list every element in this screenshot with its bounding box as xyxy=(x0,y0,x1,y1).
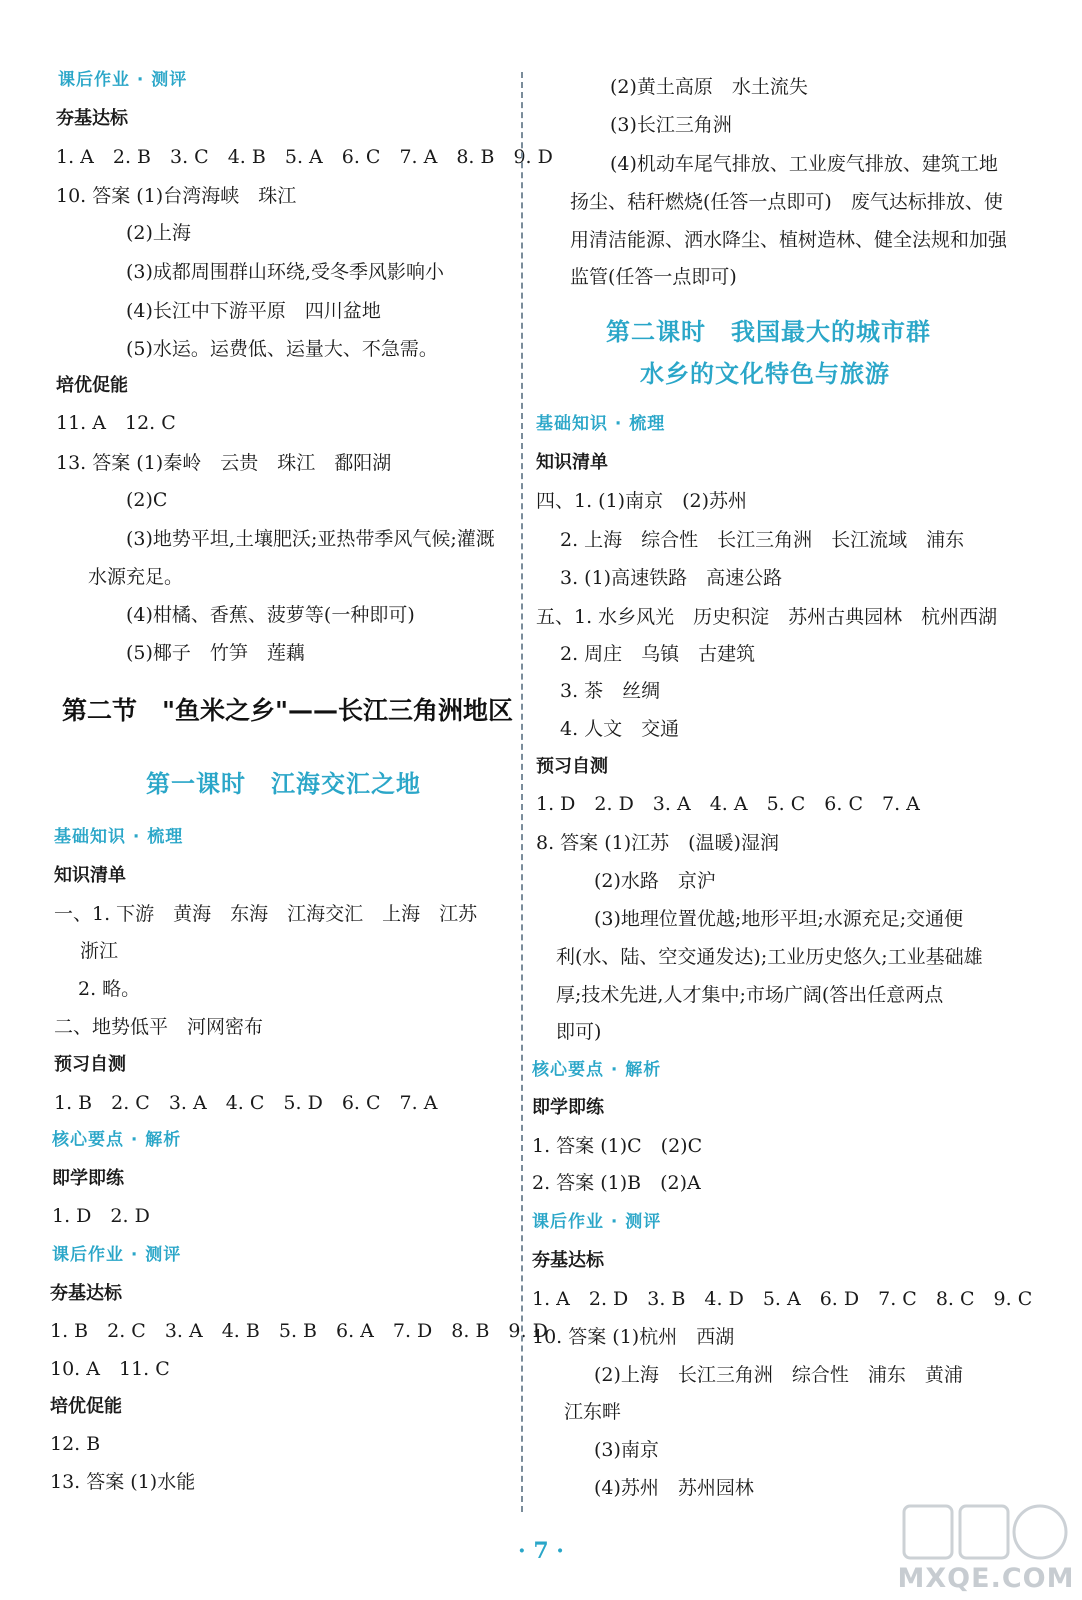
left-sub-19: 知识清单 xyxy=(54,865,126,886)
left-line-3: 10. 答案 (1)台湾海峡 珠江 xyxy=(56,185,297,207)
right-line-4: 用清洁能源、洒水降尘、植树造林、健全法规和加强 xyxy=(570,229,1008,251)
right-line-12: 3. (1)高速铁路 高速公路 xyxy=(560,567,783,589)
right-sub-9: 知识清单 xyxy=(536,452,608,473)
right-line-10: 四、1. (1)南京 (2)苏州 xyxy=(536,490,747,512)
left-line-9: 11. A 12. C xyxy=(56,412,176,434)
page-number: · 7 · xyxy=(518,1538,564,1564)
right-line-16: 4. 人文 交通 xyxy=(560,718,680,740)
left-label-0: 课后作业 · 测评 xyxy=(58,70,188,90)
left-line-7: (5)水运。运费低、运量大、不急需。 xyxy=(126,338,438,360)
watermark-text: MXQE.COM xyxy=(897,1563,1075,1594)
left-line-28: 1. D 2. D xyxy=(52,1205,150,1227)
right-line-20: (2)水路 京沪 xyxy=(594,870,716,892)
right-line-0: (2)黄土高原 水土流失 xyxy=(610,76,808,98)
left-line-10: 13. 答案 (1)秦岭 云贵 珠江 鄱阳湖 xyxy=(56,452,392,474)
right-line-1: (3)长江三角洲 xyxy=(610,114,732,136)
right-line-13: 五、1. 水乡风光 历史积淀 苏州古典园林 杭州西湖 xyxy=(536,606,998,628)
right-line-36: (4)苏州 苏州园林 xyxy=(594,1477,754,1499)
right-line-23: 厚;技术先进,人才集中;市场广阔(答出任意两点 xyxy=(556,984,944,1006)
left-line-4: (2)上海 xyxy=(126,222,191,244)
left-line-34: 12. B xyxy=(50,1433,101,1455)
left-line-20: 一、1. 下游 黄海 东海 江海交汇 上海 江苏 xyxy=(54,903,478,925)
watermark-logo-icon xyxy=(896,1498,1076,1568)
left-line-2: 1. A 2. B 3. C 4. B 5. A 6. C 7. A 8. B 9. D xyxy=(56,146,553,168)
right-label-8: 基础知识 · 梳理 xyxy=(536,414,666,434)
right-line-35: (3)南京 xyxy=(594,1439,659,1461)
left-line-5: (3)成都周围群山环绕,受冬季风影响小 xyxy=(126,261,444,283)
left-sub-30: 夯基达标 xyxy=(50,1283,122,1304)
left-sub-8: 培优促能 xyxy=(56,375,128,396)
right-label-29: 课后作业 · 测评 xyxy=(532,1212,662,1232)
right-label-25: 核心要点 · 解析 xyxy=(532,1060,662,1080)
column-divider xyxy=(521,72,525,1512)
left-label-26: 核心要点 · 解析 xyxy=(52,1130,182,1150)
right-sub-26: 即学即练 xyxy=(532,1097,604,1118)
right-sub-17: 预习自测 xyxy=(536,756,608,777)
left-line-11: (2)C xyxy=(126,489,168,511)
left-line-23: 二、地势低平 河网密布 xyxy=(54,1016,264,1038)
right-line-21: (3)地理位置优越;地形平坦;水源充足;交通便 xyxy=(594,908,964,930)
right-line-33: (2)上海 长江三角洲 综合性 浦东 黄浦 xyxy=(594,1364,963,1386)
left-teal-title-17: 第一课时 江海交汇之地 xyxy=(146,770,421,798)
right-line-2: (4)机动车尾气排放、工业废气排放、建筑工地 xyxy=(610,153,998,175)
left-line-12: (3)地势平坦,土壤肥沃;亚热带季风气候;灌溉 xyxy=(126,528,495,550)
right-line-15: 3. 茶 丝绸 xyxy=(560,680,661,702)
watermark-logo xyxy=(896,1498,1076,1594)
left-sub-1: 夯基达标 xyxy=(56,108,128,129)
left-line-32: 10. A 11. C xyxy=(50,1358,170,1380)
left-line-14: (4)柑橘、香蕉、菠萝等(一种即可) xyxy=(126,604,415,626)
left-sub-27: 即学即练 xyxy=(52,1168,124,1189)
left-sub-33: 培优促能 xyxy=(50,1396,122,1417)
right-line-22: 利(水、陆、空交通发达);工业历史悠久;工业基础雄 xyxy=(556,946,983,968)
right-line-11: 2. 上海 综合性 长江三角洲 长江流域 浦东 xyxy=(560,529,965,551)
right-line-32: 10. 答案 (1)杭州 西湖 xyxy=(532,1326,735,1348)
left-line-6: (4)长江中下游平原 四川盆地 xyxy=(126,300,381,322)
right-line-24: 即可) xyxy=(556,1021,602,1043)
right-line-31: 1. A 2. D 3. B 4. D 5. A 6. D 7. C 8. C 9. C xyxy=(532,1288,1033,1310)
left-line-25: 1. B 2. C 3. A 4. C 5. D 6. C 7. A xyxy=(54,1092,438,1114)
left-line-22: 2. 略。 xyxy=(78,978,141,1000)
right-teal-title-7: 水乡的文化特色与旅游 xyxy=(640,360,890,388)
right-line-28: 2. 答案 (1)B (2)A xyxy=(532,1172,701,1194)
right-line-18: 1. D 2. D 3. A 4. A 5. C 6. C 7. A xyxy=(536,793,920,815)
right-line-27: 1. 答案 (1)C (2)C xyxy=(532,1135,703,1157)
right-line-14: 2. 周庄 乌镇 古建筑 xyxy=(560,643,756,665)
left-label-29: 课后作业 · 测评 xyxy=(52,1245,182,1265)
right-line-19: 8. 答案 (1)江苏 (温暖)湿润 xyxy=(536,832,779,854)
left-line-21: 浙江 xyxy=(80,940,119,962)
left-big-title-16: 第二节 "鱼米之乡"——长江三角洲地区 xyxy=(62,696,514,725)
right-teal-title-6: 第二课时 我国最大的城市群 xyxy=(606,318,931,346)
left-line-35: 13. 答案 (1)水能 xyxy=(50,1471,196,1493)
left-line-13: 水源充足。 xyxy=(88,566,184,588)
left-line-31: 1. B 2. C 3. A 4. B 5. B 6. A 7. D 8. B 9. D xyxy=(50,1320,548,1342)
left-sub-24: 预习自测 xyxy=(54,1054,126,1075)
left-label-18: 基础知识 · 梳理 xyxy=(54,827,184,847)
right-line-3: 扬尘、秸秆燃烧(任答一点即可) 废气达标排放、使 xyxy=(570,191,1003,213)
left-line-15: (5)椰子 竹笋 莲藕 xyxy=(126,642,305,664)
right-line-34: 江东畔 xyxy=(564,1401,622,1423)
right-sub-30: 夯基达标 xyxy=(532,1250,604,1271)
right-line-5: 监管(任答一点即可) xyxy=(570,266,737,288)
